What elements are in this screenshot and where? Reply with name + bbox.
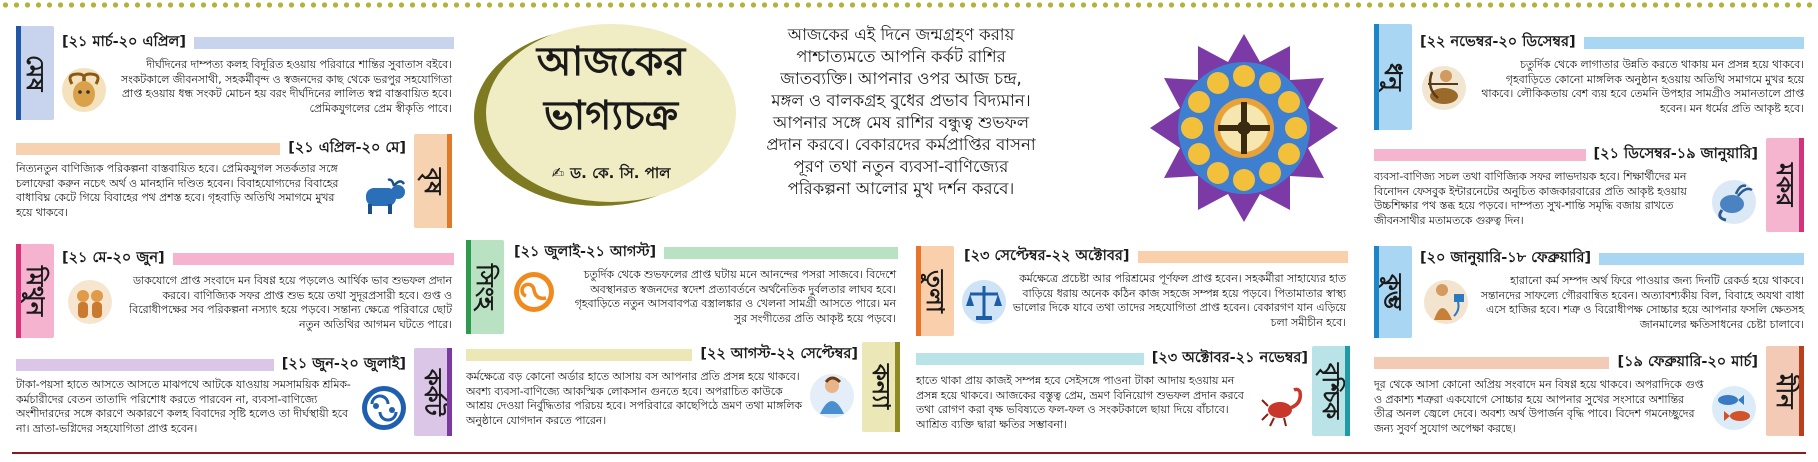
libra-scales-icon [958, 276, 1010, 328]
forecast-text: চতুর্দিক থেকে শুভফলের প্রাপ্ত ঘটায় মনে আনন্দের পসরা সাজবে। বিদেশে অবস্থানরত স্বজনদের স্বদেশ প্রত্যাবর্তনে অর্থনৈতিক দুর্বলতার লাঘব হবে। গৃহবাড়িতে নতুন আসবাবপত্র বস্ত্রালঙ্কার ও খেলনা সামগ্রী আসতে পারে। মন সুর সংগীতের প্রতি আকৃষ্ট হয়ে পড়বে। [574, 268, 896, 325]
date-range: [২১ জুন-২০ জুলাই] [281, 356, 406, 372]
sign-name: তুলা [921, 269, 949, 313]
gemini-twins-icon [64, 276, 116, 328]
sign-tab-virgo [862, 342, 900, 432]
sign-tab-sagittarius [1374, 24, 1412, 130]
color-bar [916, 353, 1144, 365]
sign-tab-leo [466, 240, 504, 334]
sign-tab-scorpio [1312, 346, 1350, 436]
pen-icon: ✍ [551, 164, 565, 182]
date-range: [২১ মার্চ-২০ এপ্রিল] [62, 34, 186, 50]
color-bar [1374, 357, 1609, 369]
aries-ram-icon [58, 64, 110, 116]
pisces-fish-icon [1708, 382, 1760, 434]
sign-tab-cancer [414, 348, 452, 436]
date-range: [২২ আগস্ট-২২ সেপ্টেম্বর] [700, 346, 858, 362]
color-bar [466, 349, 692, 361]
forecast-text: চতুর্দিক থেকে লাগাতার উন্নতি করতে থাকায় মন প্রসন্ন হয়ে থাকবে। গৃহবাড়িতে কোনো মাঙ্গলিক অনুষ্ঠান হওয়ায় অতিথি সমাগমে মুখর হয়ে থাকবে। লৌকিকতায় বেশ ব্যয় হবে তেমনি উপহার সামগ্রীও সমানতালে প্রাপ্ত হবেন। মন ধর্মের প্রতি আকৃষ্ট হবে। [1481, 58, 1804, 115]
date-range: [১৯ ফেব্রুয়ারি-২০ মার্চ] [1617, 354, 1758, 370]
color-bar [16, 143, 280, 155]
sagittarius-archer-icon [1418, 62, 1470, 114]
sign-tab-aquarius [1374, 246, 1412, 338]
sign-tab-aries [16, 26, 54, 120]
forecast-text: হারানো কর্ম সম্পদ অর্থ ফিরে পাওয়ার জন্য দিনটি রেকর্ড হয়ে থাকবে। সন্তানদের সাফল্যে গৌরবান্বিত হবেন। অত্যাবশ্যকীয় বিল, বিবাহে অযথা বাধা এসে হাজির হবে। শত্রু ও বিরোধীপক্ষ সোচ্চার হয়ে আপনার ফসলি ক্ষেতসহ জানমালের ক্ষতিসাধনের চেষ্টা চালাবে। [1480, 274, 1804, 331]
bottom-rule [12, 452, 1806, 454]
color-bar [1584, 37, 1804, 49]
date-range: [২১ ডিসেম্বর-১৯ জানুয়ারি] [1593, 146, 1758, 162]
sign-name: মকর [1771, 163, 1799, 207]
sign-name: বৃশ্চিক [1317, 362, 1345, 420]
capricorn-goat-icon [1708, 176, 1760, 228]
page-title-line-1: আজকের [536, 39, 686, 85]
forecast-text: হাতে থাকা প্রায় কাজই সম্পন্ন হবে সেইসঙ্গে পাওনা টাকা আদায় হওয়ায় মন প্রসন্ন হয়ে থাকবে। আজকের বস্তুত্ব প্রেম, ভ্রমণ বিনিয়োগ শুভফল প্রদান করবে তথা রোগণ করা বৃক্ষ ভবিষ্যতে ফল-ফল ও সংকটকালে ছায়া দিয়ে বাঁচাবে। আশ্রিত ব্যক্তি দ্বারা ক্ষতির সম্ভাবনা। [916, 374, 1244, 431]
scorpio-scorpion-icon [1256, 380, 1308, 432]
virgo-maiden-icon [806, 370, 858, 422]
sign-tab-taurus [414, 134, 452, 228]
forecast-text: দূর থেকে আসা কোনো অপ্রিয় সংবাদে মন বিষণ্ণ হয়ে থাকবে। অপরাদিকে গুপ্ত ও প্রকাশ্য শত্রুরা একযোগে সোচ্চার হয়ে আপনার সুখের সংসারে অশান্তির তীব্র অনল জ্বেলে দেবে। অবশ্য অর্থ উপার্জন বৃদ্ধি পাবে। বিদেশ গমনেচ্ছুদের জন্য সুবর্ণ সুযোগ অপেক্ষা করছে। [1374, 378, 1704, 435]
forecast-text: টাকা-পয়সা হাতে আসতে আসতে মাঝপথে আটকে যাওয়ায় সমসাময়িক শ্রমিক-কর্মচারীদের বেতন তাতাদি পরিশোধ করতে পারবেন না, ব্যবসা-বাণিজ্যে অংশীদারদের সঙ্গে কারণে অকারণে কলহ বিবাদের সৃষ্টি হলেও তা দীর্ঘস্থায়ী হবে না। ভ্রাতা-ভগ্নিদের সহযোগিতা প্রাপ্ত হবেন। [16, 378, 351, 435]
zodiac-wheel-icon [1148, 32, 1340, 224]
forecast-text: দীর্ঘদিনের দাম্পত্য কলহ বিদূরিত হওয়ায় পরিবারে শান্তির সুবাতাস বইবে। সংকটকালে জীবনসাথী, সহকর্মীবৃন্দ ও স্বজনদের কাছ থেকে ভরপুর সহযোগিতা প্রাপ্ত হওয়ায় ধন্ধ সংকট মোচন হয় বরং দীর্ঘদিনের লালিত স্বপ্ন বাস্তবায়িত হবে। প্রেমিকযুগলের প্রেম স্বীকৃতি পাবে। [120, 58, 452, 115]
sign-name: বৃষ [419, 167, 447, 195]
color-bar [194, 37, 454, 49]
date-range: [২১ এপ্রিল-২০ মে] [288, 140, 406, 156]
color-bar [173, 253, 454, 265]
sign-tab-pisces [1766, 346, 1804, 436]
sign-name: কর্কট [419, 368, 447, 416]
sign-name: কন্যা [867, 364, 895, 410]
sign-tab-gemini [16, 244, 54, 338]
color-bar [1138, 251, 1349, 263]
sign-name: মিথুন [21, 265, 49, 317]
date-range: [২০ জানুয়ারি-১৮ ফেব্রুয়ারি] [1420, 250, 1592, 266]
date-range: [২২ নভেম্বর-২০ ডিসেম্বর] [1420, 34, 1576, 50]
forecast-text: নিত্যনতুন বাণিজ্যিক পরিকল্পনা বাস্তবায়িত হবে। প্রেমিকযুগল সতর্কতার সঙ্গে চলাফেরা করুন নচেৎ অর্থ ও মানহানি দণ্ডিত হবেন। বিবাহযোগ্যদের বিবাহের বাধাবিঘ্ন কেটে গিয়ে বিবাহের পথ প্রশস্ত হবে। গৃহবাড়ি অতিথি সমাগমে মুখর হয়ে থাকবে। [16, 162, 339, 219]
author-name: ড. কে. সি. পাল [570, 164, 671, 182]
color-bar [1599, 253, 1804, 265]
color-bar [16, 359, 274, 371]
leo-lion-icon [508, 268, 560, 320]
intro-paragraph: আজকের এই দিনে জন্মগ্রহণ করায় পাশ্চাত্যমতে আপনি কর্কট রাশির জাতব্যক্তি। আপনার ওপর আজ চন্দ্র, মঙ্গল ও বালকগ্রহ বুধের প্রভাব বিদ্যমান। আপনার সঙ্গে মেষ রাশির বন্ধুত্ব শুভফল প্রদান করবে। বেকারদের কর্মপ্রাপ্তির বাসনা পূরণ তথা নতুন ব্যবসা-বাণিজ্যের পরিকল্পনা আলোর মুখ দর্শন করবে। [766, 25, 1036, 198]
forecast-text: ব্যবসা-বাণিজ্য সচল তথা বাণিজ্যিক সফর লাভদায়ক হবে। শিক্ষার্থীদের মন বিনোদন ফেসবুক ইন্টারনেটের অনুচিত কাজকারবারের প্রতি আকৃষ্ট হওয়ায় উচ্চশিক্ষার পথ স্তব্ধ হয়ে পড়বে। দাম্পত্য সুখ-শান্তি সমৃদ্ধি বজায় রাখতে জীবনসাথীর মতামতকে গুরুত্ব দিন। [1374, 170, 1687, 227]
author-line [486, 162, 736, 187]
sign-name: মীন [1771, 373, 1799, 409]
date-range: [২৩ অক্টোবর-২১ নভেম্বর] [1151, 350, 1308, 366]
forecast-text: ডাকযোগে প্রাপ্ত সংবাদে মন বিষণ্ণ হয়ে পড়লেও আর্থিক ভাব শুভফল প্রদান করবে। বাণিজ্যিক সফর প্রাপ্ত শুভ হয়ে তথা সুদূরপ্রসারী হবে। গুপ্ত ও বিরোধীপক্ষের সব পরিকল্পনা নস্যাৎ হয়ে পড়বে। সন্তান্য ক্ষেত্রে পরিবারে ছোট নতুন অতিথির আগমন ঘটতে পারে। [129, 274, 452, 331]
color-bar [1374, 149, 1586, 161]
sign-name: ধনু [1379, 63, 1407, 91]
date-range: [২১ মে-২০ জুন] [62, 250, 165, 266]
decorative-dot-border [0, 0, 1818, 10]
sign-name: সিংহ [471, 264, 499, 310]
sign-name: মেষ [21, 54, 49, 92]
date-range: [২১ জুলাই-২১ আগস্ট] [514, 244, 657, 260]
sign-tab-libra [916, 246, 954, 336]
forecast-text: কর্মক্ষেত্রে বড় কোনো অর্ডার হাতে আসায় বস আপনার প্রতি প্রসন্ন হয়ে থাকবে। অবশ্য ব্যবসা-বাণিজ্যে আকস্মিক লোকসান গুনতে হবে। অপরাচিত কাউকে আশ্রয় দেওয়া নির্বুদ্ধিতার পরিচয় হবে। সপরিবারে কাছেপিঠে ভ্রমণ তথা মাঙ্গলিক অনুষ্ঠানে যোগদান করতে পারেন। [466, 370, 802, 427]
cancer-crab-icon [358, 382, 410, 434]
page-title-line-2: ভাগ্যচক্র [543, 93, 679, 139]
color-bar [664, 247, 898, 259]
forecast-text: কর্মক্ষেত্রে প্রচেষ্টা আর পরিশ্রমের পূর্ণফল প্রাপ্ত হবেন। সহকর্মীরা সাহায্যের হাত বাড়িয়ে ধরায় অনেক কঠিন কাজ সহজে সম্পন্ন হয়ে পড়বে। পিতামাতার স্বাস্থ্য ভালোর দিকে যাবে তথা তাদের সহযোগিতা প্রাপ্ত হবেন। বেকারগণ যান এড়িয়ে চলা সমীচীন হবে। [1012, 272, 1346, 329]
date-range: [২৩ সেপ্টেম্বর-২২ অক্টোবর] [964, 248, 1130, 264]
aquarius-water-bearer-icon [1420, 276, 1472, 328]
sign-name: কুম্ভ [1379, 274, 1407, 310]
taurus-bull-icon [358, 170, 410, 222]
sign-tab-capricorn [1766, 138, 1804, 232]
